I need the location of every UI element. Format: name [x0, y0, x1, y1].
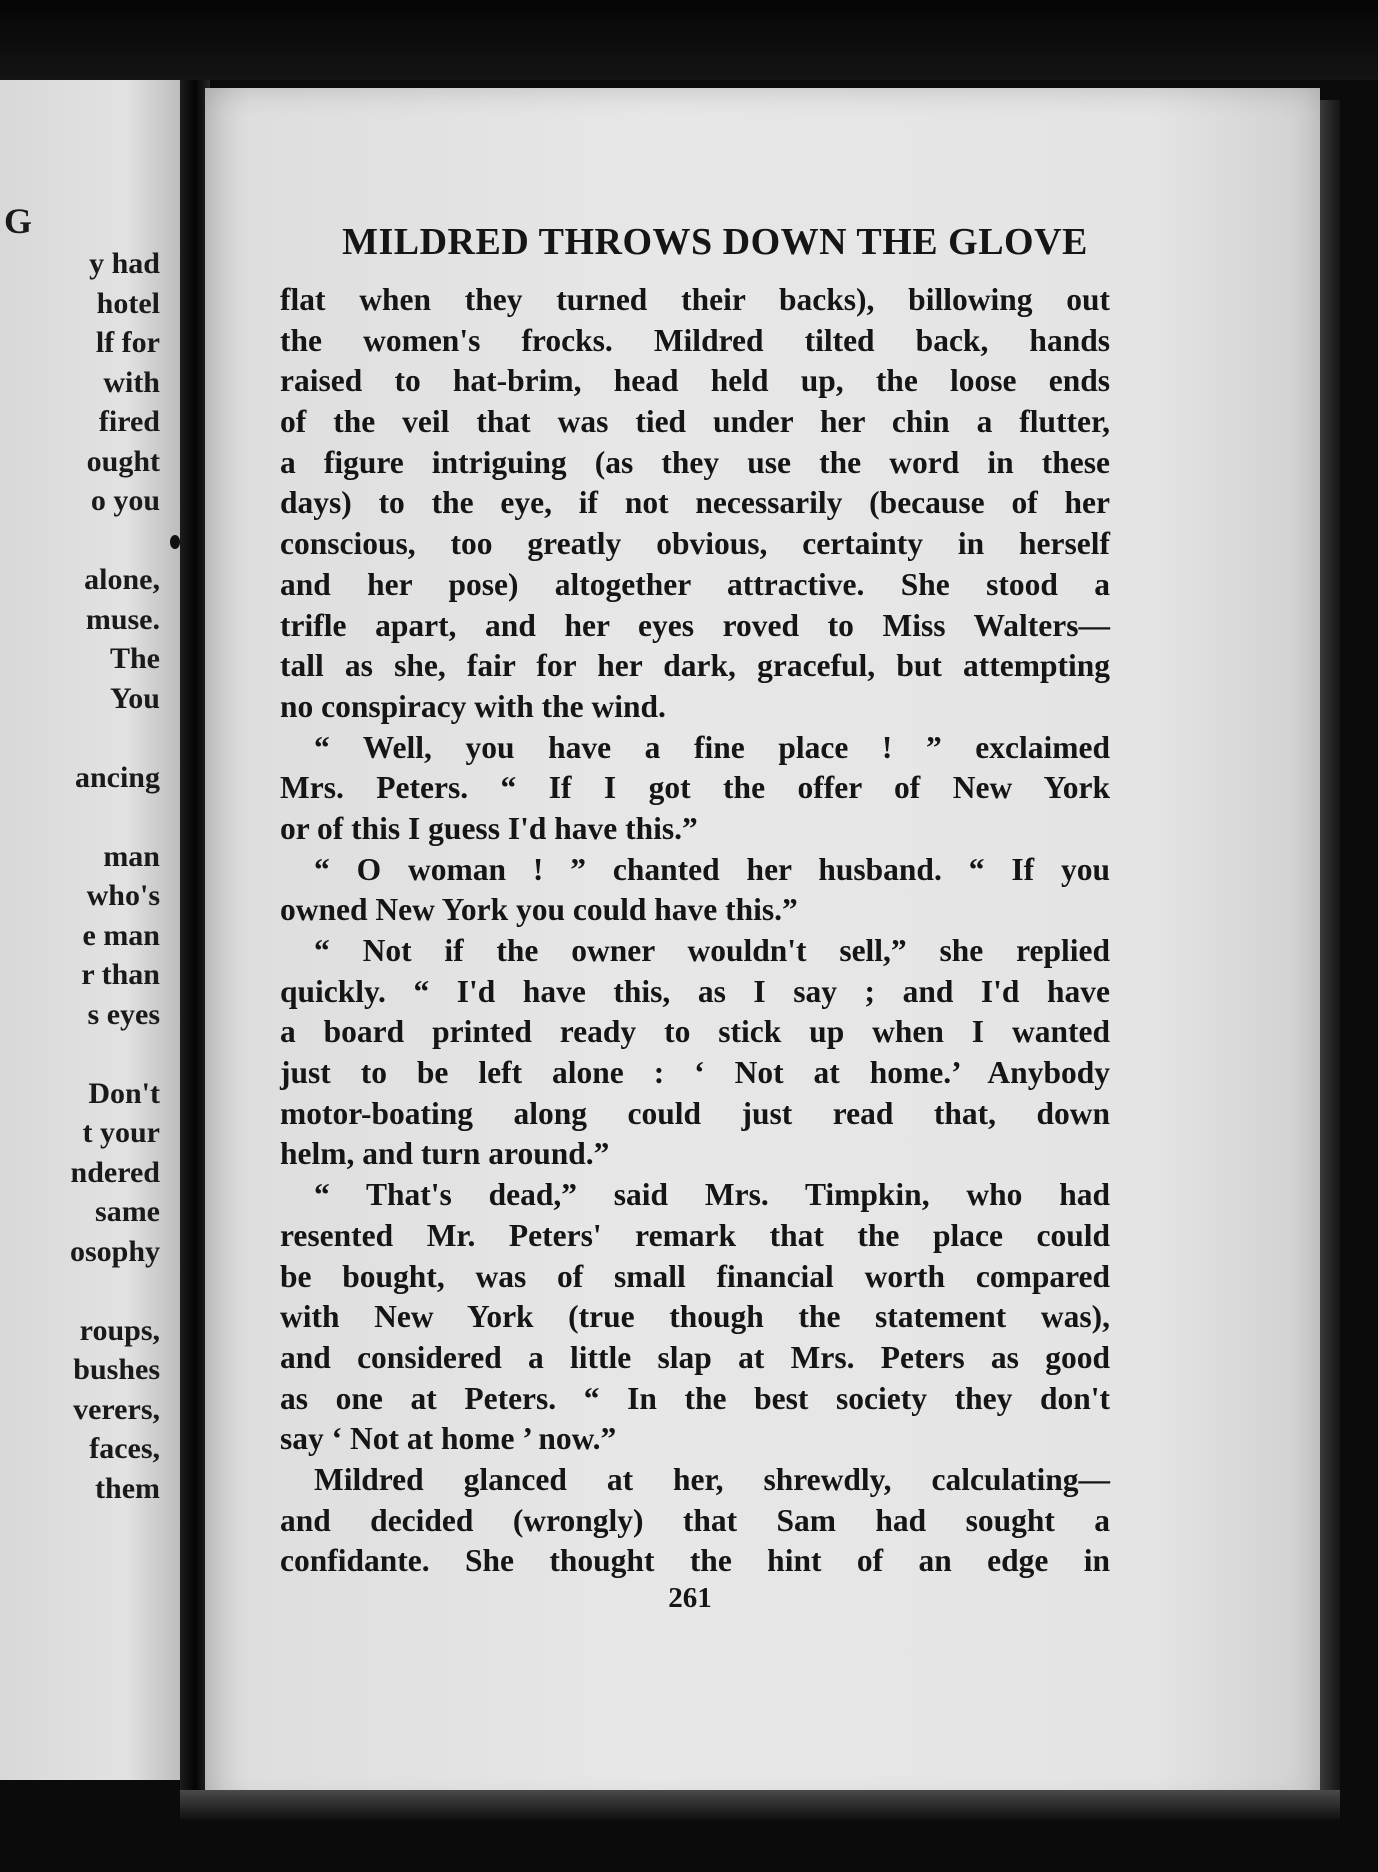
text-line: tall as she, fair for her dark, graceful, but attempting: [280, 648, 1110, 684]
text-line: and considered a little slap at Mrs. Peters as good: [280, 1339, 1110, 1375]
left-page-fragment: o you: [90, 484, 160, 517]
text-line: resented Mr. Peters' remark that the place could: [280, 1217, 1110, 1253]
text-line: helm, and turn around.”: [280, 1136, 610, 1172]
left-page-fragment: man: [103, 839, 160, 873]
left-page-fragment: fired: [98, 405, 160, 438]
left-page-fragment: s eyes: [87, 997, 160, 1031]
left-page-fragment: them: [95, 1471, 160, 1505]
text-line: and her pose) altogether attractive. She stood a: [280, 566, 1110, 602]
text-line: with New York (true though the statement was),: [280, 1299, 1110, 1335]
text-line: a figure intriguing (as they use the word in these: [280, 444, 1110, 480]
previous-page-fragment: [0, 80, 180, 1780]
binding-mark: [170, 535, 180, 549]
text-line: confidante. She thought the hint of an edge in: [280, 1543, 1110, 1579]
text-line: be bought, was of small financial worth compared: [280, 1258, 1110, 1294]
text-line: flat when they turned their backs), billowing out: [280, 282, 1110, 317]
left-page-fragment: ancing: [74, 760, 160, 794]
left-page-fragment: Don't: [88, 1076, 160, 1110]
text-line: “ Not if the owner wouldn't sell,” she replied: [314, 933, 1110, 968]
left-page-fragment: verers,: [73, 1392, 160, 1426]
left-page-fragment: hotel: [96, 286, 160, 320]
text-line: the women's frocks. Mildred tilted back, hands: [280, 322, 1110, 358]
text-line: of the veil that was tied under her chin a flutter,: [280, 404, 1110, 440]
text-line: days) to the eye, if not necessarily (because of her: [280, 485, 1110, 521]
folio-area: [300, 0, 1080, 1872]
left-page-fragment: lf for: [95, 326, 160, 359]
left-page-fragment: ndered: [70, 1155, 160, 1189]
text-line: Mrs. Peters. “ If I got the offer of New York: [280, 770, 1110, 806]
left-page-fragment: ought: [86, 444, 160, 478]
text-line: trifle apart, and her eyes roved to Miss Walters—: [280, 607, 1110, 643]
left-page-fragment: The: [109, 642, 160, 675]
text-line: “ That's dead,” said Mrs. Timpkin, who had: [314, 1177, 1110, 1213]
left-page-fragment: r than: [81, 958, 160, 991]
text-line: conscious, too greatly obvious, certainty in herself: [280, 526, 1110, 562]
text-line: no conspiracy with the wind.: [280, 688, 666, 724]
left-page-fragment: alone,: [84, 563, 160, 596]
left-page-fragment: osophy: [69, 1234, 160, 1268]
left-page-fragment: same: [95, 1195, 160, 1228]
left-page-fragment: roups,: [79, 1313, 160, 1347]
text-line: owned New York you could have this.”: [280, 892, 798, 928]
left-page-fragment: t your: [82, 1116, 160, 1149]
left-page-fragment: You: [109, 681, 160, 715]
text-line: and decided (wrongly) that Sam had sought a: [280, 1502, 1110, 1538]
left-page-fragment: who's: [86, 879, 160, 912]
left-page-heading-letter: G: [4, 201, 33, 241]
left-page-fragment: e man: [82, 918, 160, 952]
left-page-fragment: with: [103, 365, 160, 399]
running-head: MILDRED THROWS DOWN THE GLOVE: [342, 221, 1088, 263]
page-number: 261: [668, 1582, 712, 1614]
left-page-fragment: bushes: [73, 1353, 160, 1386]
left-page-fragment: muse.: [85, 602, 160, 636]
text-line: quickly. “ I'd have this, as I say ; and I'd have: [280, 973, 1110, 1009]
text-line: a board printed ready to stick up when I wanted: [280, 1014, 1110, 1050]
text-line: or of this I guess I'd have this.”: [280, 810, 698, 846]
text-line: “ Well, you have a fine place ! ” exclaimed: [314, 729, 1110, 765]
text-line: “ O woman ! ” chanted her husband. “ If you: [314, 851, 1110, 887]
text-line: just to be left alone : ‘ Not at home.’ Anybody: [280, 1055, 1110, 1091]
text-line: as one at Peters. “ In the best society they don't: [280, 1380, 1110, 1416]
text-line: motor-boating along could just read that, down: [280, 1095, 1110, 1131]
left-page-fragment: faces,: [89, 1432, 160, 1465]
text-line: Mildred glanced at her, shrewdly, calculating—: [314, 1461, 1110, 1497]
left-page-fragment: y had: [89, 247, 160, 280]
text-line: say ‘ Not at home ’ now.”: [280, 1421, 617, 1457]
text-line: raised to hat-brim, head held up, the loose ends: [280, 363, 1110, 399]
page-right-edge: [1320, 100, 1340, 1800]
